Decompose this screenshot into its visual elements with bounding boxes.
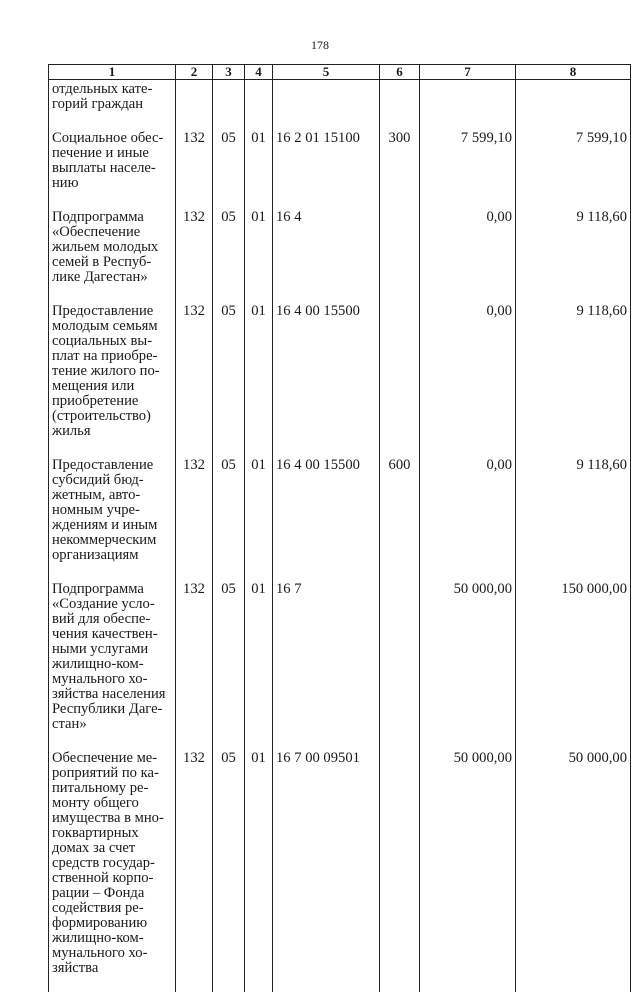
cell-amount-year1: 7 599,10: [420, 112, 516, 191]
cell-ministry: 132: [176, 191, 213, 285]
cell-target-article: 16 2 01 15100: [273, 112, 380, 191]
cell-subsection: 01: [245, 285, 273, 439]
cell-expense-type: [380, 80, 420, 113]
cell-target-article: 16 7: [273, 563, 380, 732]
table-row: [49, 732, 631, 992]
row-name: Подпрограмма «Обеспечение жильем молодых семей в Респуб- лике Дагестан»: [49, 191, 176, 285]
row-name: Социальное обес- печение и иные выплаты населе- нию: [49, 112, 176, 191]
cell-amount-year2: 9 118,60: [516, 285, 631, 439]
row-name: Предоставление молодым семьям социальных вы- плат на приобре- тение жилого по- мещения или приобретение (строительство) жилья: [49, 285, 176, 439]
cell-section: 05: [213, 112, 245, 191]
cell-amount-year1: 50 000,00: [420, 563, 516, 732]
cell-amount-year2: 50 000,00: [516, 732, 631, 992]
table-row: [49, 191, 631, 285]
cell-subsection: 01: [245, 439, 273, 563]
cell-expense-type: 600: [380, 439, 420, 563]
cell-amount-year1: [420, 80, 516, 113]
cell-section: 05: [213, 439, 245, 563]
col-header-8: 8: [516, 65, 631, 80]
col-header-4: 4: [245, 65, 273, 80]
cell-subsection: 01: [245, 112, 273, 191]
col-header-7: 7: [420, 65, 516, 80]
col-header-5: 5: [273, 65, 380, 80]
budget-table: [48, 64, 631, 992]
col-header-1: 1: [49, 65, 176, 80]
row-name: отдельных кате- горий граждан: [49, 80, 176, 113]
cell-section: 05: [213, 563, 245, 732]
cell-amount-year1: 50 000,00: [420, 732, 516, 992]
table-row: [49, 80, 631, 113]
cell-section: 05: [213, 285, 245, 439]
cell-ministry: [176, 80, 213, 113]
header-row: [49, 65, 631, 80]
cell-target-article: 16 7 00 09501: [273, 732, 380, 992]
table-row: [49, 285, 631, 439]
cell-amount-year2: [516, 80, 631, 113]
cell-expense-type: [380, 732, 420, 992]
cell-ministry: 132: [176, 439, 213, 563]
cell-amount-year1: 0,00: [420, 191, 516, 285]
col-header-2: 2: [176, 65, 213, 80]
cell-target-article: 16 4 00 15500: [273, 285, 380, 439]
cell-amount-year2: 7 599,10: [516, 112, 631, 191]
cell-ministry: 132: [176, 732, 213, 992]
cell-target-article: 16 4: [273, 191, 380, 285]
table-row: [49, 439, 631, 563]
cell-ministry: 132: [176, 285, 213, 439]
cell-target-article: [273, 80, 380, 113]
table-row: [49, 112, 631, 191]
cell-amount-year1: 0,00: [420, 439, 516, 563]
cell-ministry: 132: [176, 112, 213, 191]
table-row: [49, 563, 631, 732]
cell-subsection: 01: [245, 732, 273, 992]
cell-section: 05: [213, 191, 245, 285]
cell-expense-type: 300: [380, 112, 420, 191]
cell-subsection: 01: [245, 191, 273, 285]
col-header-6: 6: [380, 65, 420, 80]
page-number: 178: [311, 38, 329, 52]
cell-amount-year2: 150 000,00: [516, 563, 631, 732]
cell-expense-type: [380, 191, 420, 285]
col-header-3: 3: [213, 65, 245, 80]
row-name: Обеспечение ме- роприятий по ка- питальному ре- монту общего имущества в мно- гоквартирных домах за счет средств государ- ственной корпо- рации – Фонда содействия ре- формированию жилищно-ком- мунального хо- зяйства: [49, 732, 176, 992]
cell-expense-type: [380, 563, 420, 732]
row-name: Предоставление субсидий бюд- жетным, авто- номным учре- ждениям и иным некоммерческим организациям: [49, 439, 176, 563]
cell-amount-year2: 9 118,60: [516, 191, 631, 285]
cell-subsection: 01: [245, 563, 273, 732]
cell-section: 05: [213, 732, 245, 992]
cell-ministry: 132: [176, 563, 213, 732]
cell-target-article: 16 4 00 15500: [273, 439, 380, 563]
cell-section: [213, 80, 245, 113]
cell-subsection: [245, 80, 273, 113]
cell-amount-year1: 0,00: [420, 285, 516, 439]
row-name: Подпрограмма «Создание усло- вий для обеспе- чения качествен- ными услугами жилищно-ком- мунального хо- зяйства населения Республики Даге- стан»: [49, 563, 176, 732]
cell-amount-year2: 9 118,60: [516, 439, 631, 563]
cell-expense-type: [380, 285, 420, 439]
